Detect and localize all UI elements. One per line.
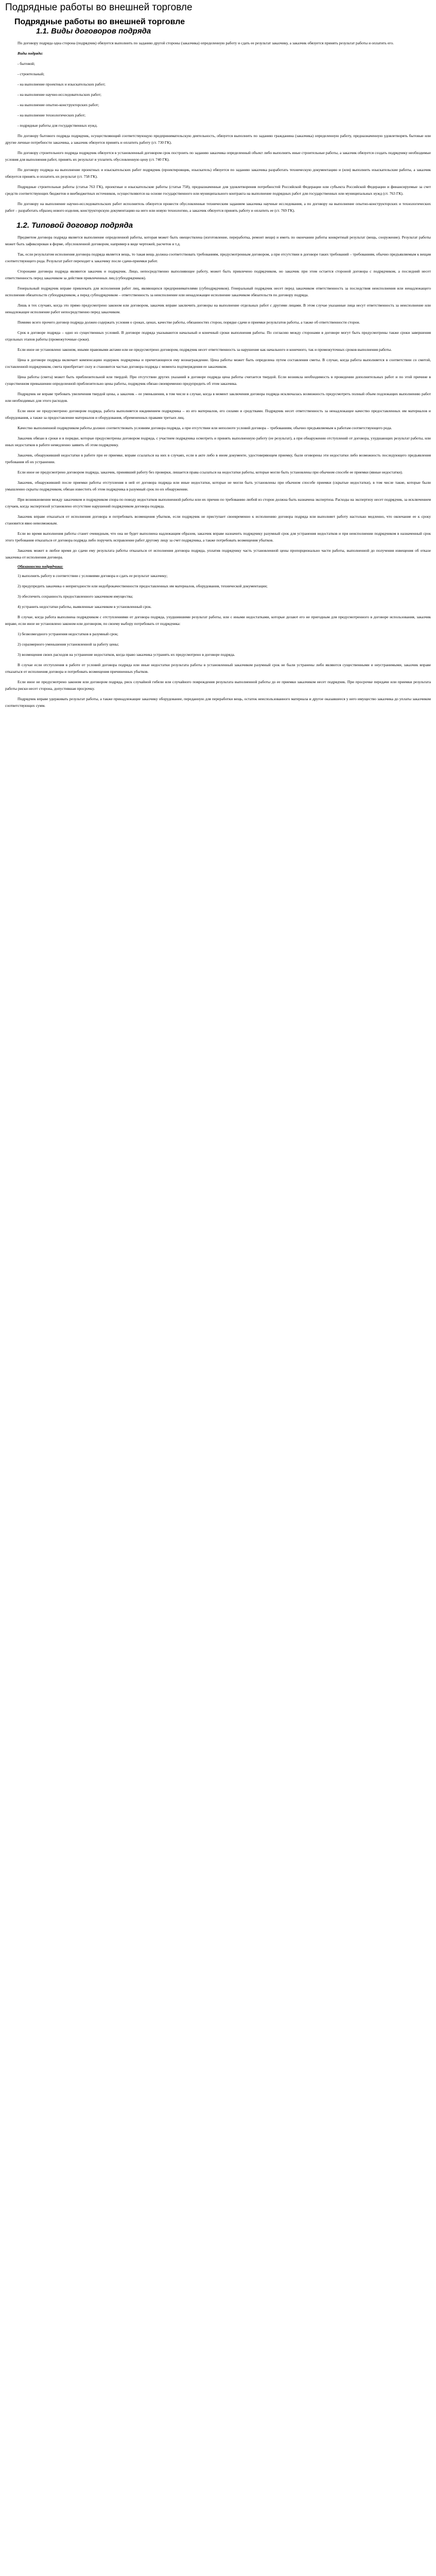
paragraph: Предметом договора подряда является выполнение определенной работы, которая может быть овеществлена (изготовление, переработка, ремонт вещи) и иметь по окончании работы конкретный результат (вещь, сооружение). Результат работы может быть зафиксирован в форме, обусловленной договором, например в виде чертежей, расчетов и т.д. [5, 235, 431, 246]
list-item: - подрядные работы для государственных нужд. [18, 123, 98, 128]
paragraph: Если иное не предусмотрено договором подряда, работа выполняется иждивением подрядчика – из его материалов, его силами и средствами. Подрядчик несет ответственность за ненадлежащее качество предоставленных им материалов и оборудования, а также за предоставление материалов и оборудования, обремененных правами третьих лиц. [5, 409, 431, 420]
section-2-closing [5, 614, 431, 709]
types-label: Виды подряда: [18, 51, 43, 56]
paragraph: Если иное не установлено законом, иными правовыми актами или не предусмотрено договором, подрядчик несет ответственность за нарушение как начального и конечного, так и промежуточных сроков выполнения работы. [18, 347, 392, 352]
paragraph-design: По договору подряда на выполнение проектных и изыскательских работ подрядчик (проектировщик, изыскатель) обязуется по заданию заказчика разработать техническую документацию и (или) выполнить изыскательские работы, а заказчик обязуется принять и оплатить их результат (ст. 758 ГК). [5, 167, 431, 179]
paragraph: Если во время выполнения работы станет очевидным, что она не будет выполнена надлежащим образом, заказчик вправе назначить подрядчику разумный срок для устранения недостатков и при неисполнении подрядчиком в назначенный срок этого требования отказаться от договора подряда либо поручить исправление работ другому лицу за счет подрядчика, а также потребовать возмещения убытков. [5, 531, 431, 543]
paragraph: В случае если отступления в работе от условий договора подряда или иные недостатки результата работы в установленный заказчиком разумный срок не были устранены либо являются существенными и неустранимыми, заказчик вправе отказаться от исполнения договора и потребовать возмещения причиненных убытков. [5, 663, 431, 674]
obligations-subheading: Обязанности подрядчика: [18, 564, 63, 569]
paragraph: Подрядчик не вправе требовать увеличения твердой цены, а заказчик – ее уменьшения, в том числе в случае, когда в момент заключения договора подряда исключалась возможность предусмотреть полный объем подлежащих выполнению работ или необходимых для этого расходов. [5, 392, 431, 403]
paragraph: При возникновении между заказчиком и подрядчиком спора по поводу недостатков выполненной работы или их причин по требованию любой из сторон должна быть назначена экспертиза. Расходы на экспертизу несет подрядчик, за исключением случаев, когда экспертизой установлено отсутствие нарушений подрядчиком договора подряда. [5, 497, 431, 509]
list-item: - бытовой; [18, 61, 35, 66]
list-item: 4) устранить недостатки работы, выявленные заказчиком в установленный срок. [18, 604, 152, 609]
article-heading: Подрядные работы во внешней торговле [14, 18, 185, 26]
paragraph: Если иное не предусмотрено законом или договором подряда, риск случайной гибели или случайного повреждения результата выполненной работы до ее приемки заказчиком несет подрядчик. При просрочке передачи или приемки результата работы риски несет сторона, допустившая просрочку. [5, 680, 431, 691]
list-item: 2) предупредить заказчика о непригодности или недоброкачественности предоставленных им материалов, оборудования, технической документации; [18, 584, 268, 588]
list-item: - на выполнение научно-исследовательских работ; [18, 92, 101, 97]
section-2-title: 1.2. Типовой договор подряда [16, 221, 133, 230]
page-title: Подрядные работы во внешней торговле [5, 2, 193, 13]
paragraph-construction: По договору строительного подряда подрядчик обязуется в установленный договором срок построить по заданию заказчика определенный объект либо выполнить иные строительные работы, а заказчик обязуется создать подрядчику необходимые условия для выполнения работ, принять их результат и уплатить обусловленную цену (ст. 740 ГК). [5, 150, 431, 162]
paragraph: Подрядчик вправе удерживать результат работы, а также принадлежащие заказчику оборудование, переданную для переработки вещь, остаток неиспользованного материала и другое оказавшееся у него имущество заказчика до уплаты заказчиком соответствующих сумм. [5, 697, 431, 708]
paragraph: В случае, когда работа выполнена подрядчиком с отступлениями от договора подряда, ухудшившими результат работы, или с иными недостатками, которые делают его не пригодным для предусмотренного в договоре использования, заказчик вправе, если иное не установлено законом или договором, по своему выбору потребовать от подрядчика: [5, 615, 431, 626]
paragraph: 2) соразмерного уменьшения установленной за работу цены; [18, 642, 119, 647]
paragraph: Качество выполненной подрядчиком работы должно соответствовать условиям договора подряда, а при отсутствии или неполноте условий договора – требованиям, обычно предъявляемым к работам соответствующего рода. [18, 426, 392, 430]
paragraph: Генеральный подрядчик вправе привлекать для исполнения работ лиц, являющихся предпринимателями (субподрядчиков). Генеральный подрядчик несет перед заказчиком ответственность за последствия неисполнения или ненадлежащего исполнения обязательств субподрядчиком, а перед субподрядчиком – ответственность за неисполнение или ненадлежащее исполнение заказчиком обязательств по договору подряда. [5, 286, 431, 297]
paragraph: Заказчик, обнаруживший недостатки в работе при ее приемке, вправе ссылаться на них в случаях, если в акте либо в ином документе, удостоверяющем приемку, были оговорены эти недостатки либо возможность последующего предъявления требования об их устранении. [5, 453, 431, 464]
list-item: - на выполнение проектных и изыскательских работ; [18, 82, 106, 87]
section-2 [5, 221, 431, 709]
list-item: 1) выполнить работу в соответствии с условиями договора и сдать ее результат заказчику; [18, 573, 168, 578]
paragraph: Сторонами договора подряда являются заказчик и подрядчик. Лицо, непосредственно выполняющее работу, может быть привлечено подрядчиком, но заказчик при этом остается стороной договора с подрядчиком, а последний несет ответственность перед заказчиком за действия привлеченных лиц (субподрядчиков). [5, 269, 431, 280]
paragraph-intro: По договору подряда одна сторона (подрядчик) обязуется выполнить по заданию другой стороны (заказчика) определенную работу и сдать ее результат заказчику, а заказчик обязуется принять результат работы и оплатить его. [18, 41, 394, 45]
list-item: - строительный; [18, 72, 45, 76]
list-item: 3) обеспечить сохранность предоставленного заказчиком имущества; [18, 594, 133, 599]
paragraph: Помимо всего прочего договор подряда должен содержать условия о сроках, ценах, качестве работы, обязанностях сторон, порядке сдачи и приемки результатов работы, а также об ответственности сторон. [18, 320, 360, 325]
obligations-list [18, 572, 431, 610]
paragraph-household: По договору бытового подряда подрядчик, осуществляющий соответствующую предпринимательскую деятельность, обязуется выполнить по заданию гражданина (заказчика) определенную работу, предназначенную удовлетворять бытовые или другие личные потребности заказчика, а заказчик обязуется принять и оплатить работу (ст. 730 ГК). [5, 133, 431, 145]
list-item: - на выполнение технологических работ; [18, 113, 86, 117]
paragraph-research: По договору на выполнение научно-исследовательских работ исполнитель обязуется провести обусловленные техническим заданием заказчика научные исследования, а по договору на выполнение опытно-конструкторских и технологических работ – разработать образец нового изделия, конструкторскую документацию на него или новую технологию, а заказчик обязуется принять работу и оплатить ее (ст. 769 ГК). [5, 201, 431, 213]
paragraph: Лишь в тех случаях, когда это прямо предусмотрено законом или договором, заказчик вправе заключить договоры на выполнение отдельных работ с другими лицами. В этом случае указанные лица несут ответственность за неисполнение или ненадлежащее исполнение работ непосредственно перед заказчиком. [5, 303, 431, 314]
paragraph: Так, если результатом исполнения договора подряда является вещь, то такая вещь должна соответствовать требованиям, предусмотренным договором, а при отсутствии в договоре таких требований – требованиям, обычно предъявляемым к вещам соответствующего рода. Результат работ переходит к заказчику после сдачи-приемки работ. [5, 252, 431, 263]
paragraph: Заказчик обязан в сроки и в порядке, которые предусмотрены договором подряда, с участием подрядчика осмотреть и принять выполненную работу (ее результат), а при обнаружении отступлений от договора, ухудшающих результат работы, или иных недостатков в работе немедленно заявить об этом подрядчику. [5, 436, 431, 447]
section-1-title: 1.1. Виды договоров подряда [36, 27, 151, 36]
paragraph: Цена работы (смета) может быть приблизительной или твердой. При отсутствии других указаний в договоре подряда цена работы считается твердой. Если возникла необходимость в проведении дополнительных работ и по этой причине в существенном превышении определенной приблизительно цены работы, подрядчик обязан своевременно предупредить об этом заказчика. [5, 375, 431, 386]
paragraph: 3) возмещения своих расходов на устранение недостатков, когда право заказчика устранять их предусмотрено в договоре подряда. [18, 652, 235, 657]
paragraph: Цена в договоре подряда включает компенсацию издержек подрядчика и причитающееся ему вознаграждение. Цена работы может быть определена путем составления сметы. В случае, когда работа выполняется в соответствии со сметой, составленной подрядчиком, смета приобретает силу и становится частью договора подряда с момента подтверждения ее заказчиком. [5, 358, 431, 369]
paragraph: 1) безвозмездного устранения недостатков в разумный срок; [18, 632, 118, 636]
paragraph: Заказчик может в любое время до сдачи ему результата работы отказаться от исполнения договора подряда, уплатив подрядчику часть установленной цены пропорционально части работы, выполненной до получения извещения об отказе заказчика от исполнения договора. [5, 548, 431, 560]
paragraph-state: Подрядные строительные работы (статья 763 ГК), проектные и изыскательские работы (статья 758), предназначенные для удовлетворения потребностей Российской Федерации или субъекта Российской Федерации и финансируемые за счет средств соответствующих бюджетов и внебюджетных источников, осуществляются на основе государственного или муниципального контракта на выполнение подрядных работ для государственных или муниципальных нужд (ст. 763 ГК). [5, 184, 431, 196]
paragraph: Если иное не предусмотрено договором подряда, заказчик, принявший работу без проверки, лишается права ссылаться на недостатки работы, которые могли быть установлены при обычном способе ее приемки (явные недостатки). [18, 470, 403, 474]
section-2-body [5, 234, 431, 561]
paragraph: Заказчик вправе отказаться от исполнения договора и потребовать возмещения убытков, если подрядчик не приступает своевременно к исполнению договора подряда или выполняет работу настолько медленно, что окончание ее к сроку становится явно невозможным. [5, 514, 431, 526]
paragraph: Срок в договоре подряда – одно из существенных условий. В договоре подряда указываются начальный и конечный сроки выполнения работы. По согласию между сторонами в договоре могут быть предусмотрены также сроки завершения отдельных этапов работы (промежуточные сроки). [5, 330, 431, 342]
document-page [0, 0, 436, 709]
paragraph: Заказчик, обнаруживший после приемки работы отступления в ней от договора подряда или иные недостатки, которые не могли быть установлены при обычном способе приемки (скрытые недостатки), в том числе такие, которые были умышленно скрыты подрядчиком, обязан известить об этом подрядчика в разумный срок по их обнаружении. [5, 480, 431, 492]
section-1 [5, 27, 431, 214]
types-list [18, 60, 431, 129]
list-item: - на выполнение опытно-конструкторских работ; [18, 103, 99, 107]
